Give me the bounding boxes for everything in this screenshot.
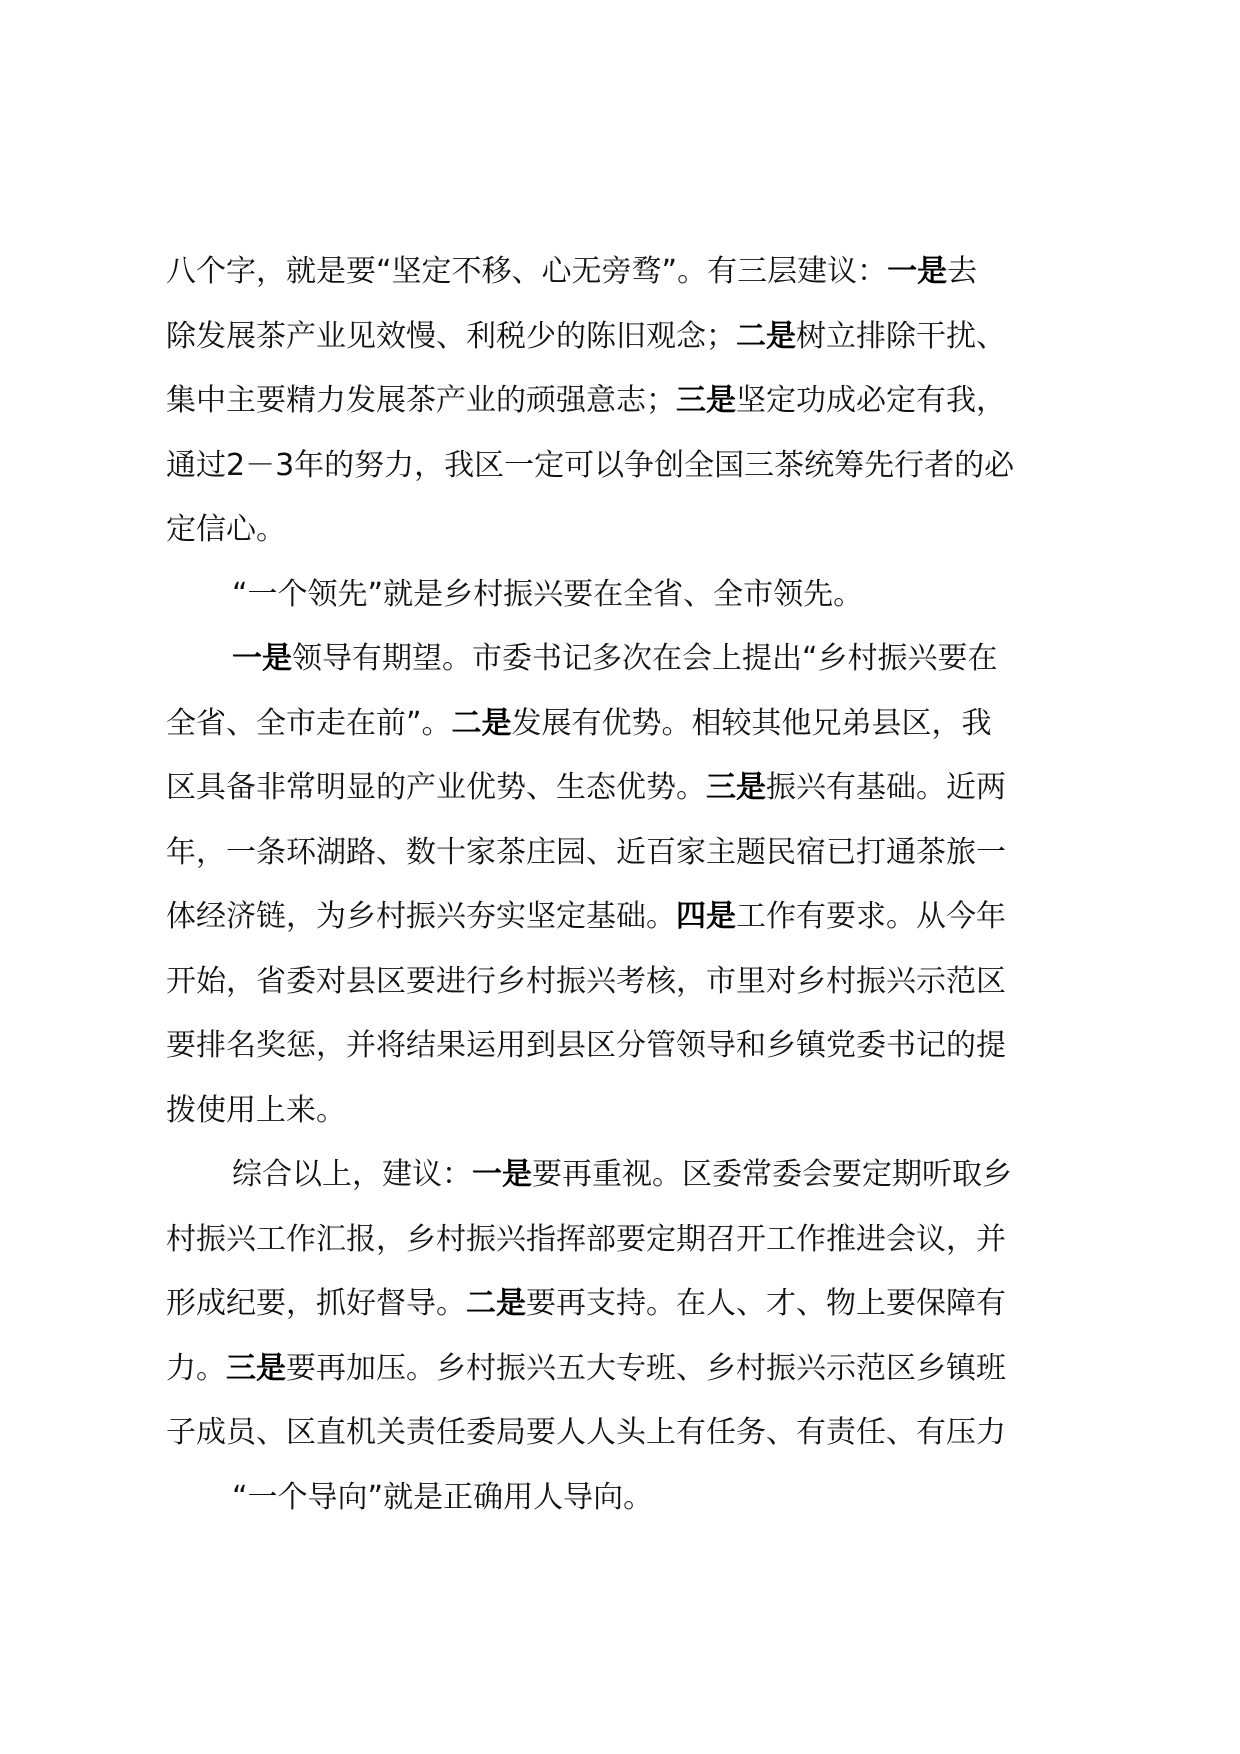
text-segment: 要再支持。在人、才、物上要保障有 xyxy=(526,1286,1006,1321)
bold-marker: 一是 xyxy=(887,254,948,289)
bold-marker: 三是 xyxy=(226,1350,286,1386)
text-segment: 除发展茶产业见效慢、利税少的陈旧观念； xyxy=(166,318,736,354)
text-line xyxy=(166,1079,1106,1144)
bold-marker: 三是 xyxy=(706,770,766,805)
text-line xyxy=(166,1401,1106,1466)
text-segment: 体经济链，为乡村振兴夯实坚定基础。 xyxy=(166,899,676,934)
text-segment: 树立排除干扰、 xyxy=(796,318,1006,354)
text-line xyxy=(166,1272,1106,1337)
text-segment: 振兴有基础。近两 xyxy=(766,770,1006,805)
text-line xyxy=(166,369,1106,434)
text-segment: 年，一条环湖路、数十家茶庄园、近百家主题民宿已打通茶旅一 xyxy=(166,834,1006,870)
text-segment: 发展有优势。相较其他兄弟县区，我 xyxy=(511,705,992,741)
text-line xyxy=(166,950,1106,1015)
text-segment: 拨使用上来。 xyxy=(166,1092,346,1128)
text-segment: 坚定功成必定有我， xyxy=(736,383,1006,418)
text-segment: 通过2－3年的努力，我区一定可以争创全国三茶统筹先行者的必 xyxy=(166,447,1015,483)
text-line xyxy=(166,885,1106,950)
text-segment: 区具备非常明显的产业优势、生态优势。 xyxy=(166,770,706,805)
text-line xyxy=(166,1014,1106,1079)
text-line xyxy=(166,240,1106,305)
text-line xyxy=(166,1208,1106,1273)
text-segment: 力。 xyxy=(166,1350,226,1386)
text-line xyxy=(166,1143,1106,1208)
text-segment: 集中主要精力发展茶产业的顽强意志； xyxy=(166,383,676,418)
bold-marker: 四是 xyxy=(676,899,736,934)
document-body xyxy=(166,240,1106,1530)
text-segment: 形成纪要，抓好督导。 xyxy=(166,1286,466,1321)
text-segment: 八个字，就是要“坚定不移、心无旁骛”。有三层建议： xyxy=(166,254,888,289)
text-line xyxy=(166,1337,1106,1402)
bold-marker: 一是 xyxy=(232,641,292,676)
text-line xyxy=(166,756,1106,821)
text-line xyxy=(166,821,1106,886)
text-segment: 全省、全市走在前”。 xyxy=(166,705,452,741)
text-line xyxy=(166,627,1106,692)
text-line xyxy=(166,434,1106,499)
text-segment: 领导有期望。市委书记多次在会上提出“乡村振兴要在 xyxy=(292,641,998,676)
text-line xyxy=(166,563,1106,628)
bold-marker: 一是 xyxy=(472,1157,532,1192)
text-segment: 村振兴工作汇报，乡村振兴指挥部要定期召开工作推进会议，并 xyxy=(166,1221,1006,1257)
bold-marker: 三是 xyxy=(676,383,736,418)
text-segment: 定信心。 xyxy=(166,512,286,547)
bold-marker: 二是 xyxy=(466,1286,526,1321)
text-segment: 要排名奖惩，并将结果运用到县区分管领导和乡镇党委书记的提 xyxy=(166,1028,1006,1063)
text-line xyxy=(166,498,1106,563)
text-line xyxy=(166,305,1106,370)
text-segment: “一个导向”就是正确用人导向。 xyxy=(232,1479,654,1515)
text-segment: 去 xyxy=(947,254,978,289)
bold-marker: 二是 xyxy=(736,318,796,354)
text-line xyxy=(166,1466,1106,1531)
text-segment: “一个领先”就是乡村振兴要在全省、全市领先。 xyxy=(232,576,864,612)
text-segment: 子成员、区直机关责任委局要人人头上有任务、有责任、有压力 xyxy=(166,1415,1006,1450)
text-segment: 要再加压。乡村振兴五大专班、乡村振兴示范区乡镇班 xyxy=(286,1350,1006,1386)
bold-marker: 二是 xyxy=(451,705,512,741)
text-segment: 开始，省委对县区要进行乡村振兴考核，市里对乡村振兴示范区 xyxy=(166,963,1006,999)
text-segment: 综合以上，建议： xyxy=(232,1157,472,1192)
text-line xyxy=(166,692,1106,757)
text-segment: 工作有要求。从今年 xyxy=(736,899,1006,934)
text-segment: 要再重视。区委常委会要定期听取乡 xyxy=(532,1157,1012,1192)
